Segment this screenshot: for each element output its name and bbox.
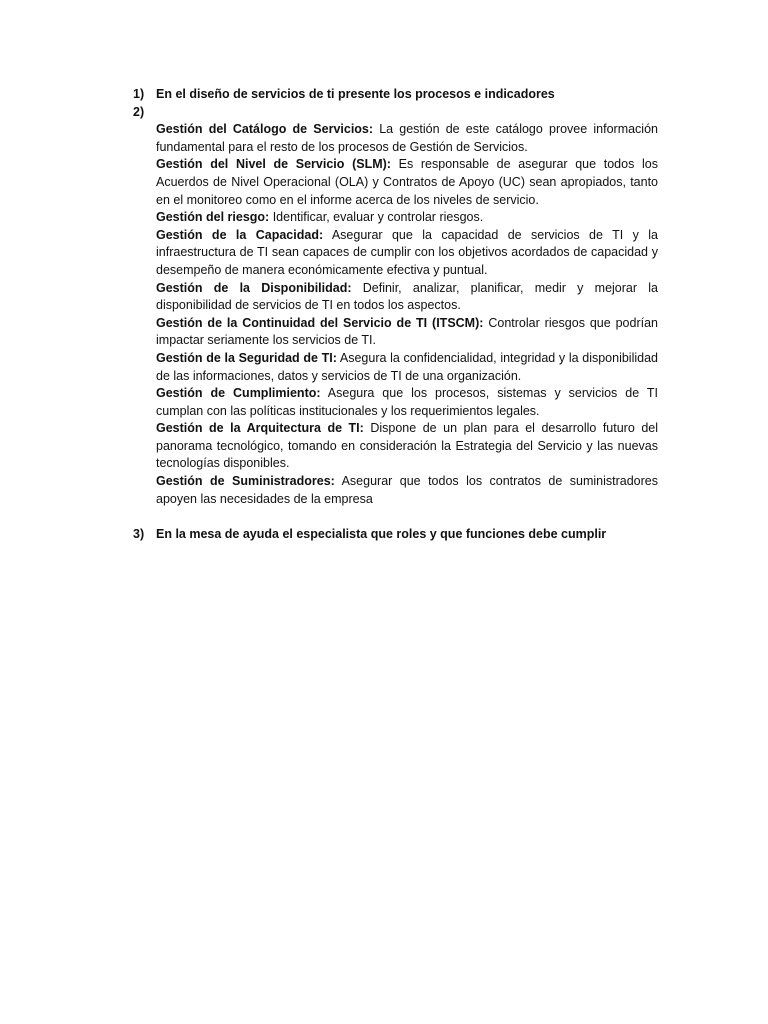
process-term: Gestión del riesgo: (156, 210, 270, 225)
document-content (133, 86, 658, 543)
process-term: Gestión de la Disponibilidad: (156, 280, 352, 295)
process-term: Gestión de la Capacidad: (156, 227, 324, 242)
list-item (156, 385, 658, 420)
question-3 (133, 526, 658, 544)
list-item (156, 350, 658, 385)
process-description: Definir, analizar, planificar, medir y mejorar la disponibilidad de servicios de TI en todos los aspectos. (156, 280, 658, 313)
process-term: Gestión del Nivel de Servicio (SLM): (156, 157, 391, 172)
process-term: Gestión de Suministradores: (156, 474, 335, 489)
process-term: Gestión de la Continuidad del Servicio de TI (ITSCM): (156, 315, 484, 330)
process-description: La gestión de este catálogo provee información fundamental para el resto de los procesos de Gestión de Servicios. (156, 122, 658, 154)
list-item (156, 156, 658, 209)
question-number: 1) (133, 87, 145, 101)
list-item (156, 227, 658, 280)
process-description: Controlar riesgos que podrían impactar seriamente los servicios de TI. (156, 315, 658, 348)
process-description: Asegura que los procesos, sistemas y servicios de TI cumplan con las políticas institucionales y los requerimientos legales. (156, 386, 658, 418)
process-description: Asegurar que todos los contratos de suministradores apoyen las necesidades de la empresa (156, 474, 658, 506)
process-term: Gestión de la Seguridad de TI: (156, 350, 337, 365)
process-description: Identificar, evaluar y controlar riesgos. (269, 210, 484, 225)
process-description: Dispone de un plan para el desarrollo futuro del panorama tecnológico, tomando en consideración la Estrategia del Servicio y las nuevas tecnologías disponibles. (156, 421, 658, 471)
process-description: Asegura la confidencialidad, integridad y la disponibilidad de las informaciones, datos y servicios de TI de una organización. (156, 350, 658, 383)
paragraph-spacer (133, 508, 658, 526)
list-item (156, 209, 658, 227)
list-item (156, 420, 658, 473)
process-term: Gestión de la Arquitectura de TI: (156, 421, 364, 436)
question-number: 2) (133, 104, 145, 119)
list-item (156, 473, 658, 508)
question-1 (133, 86, 658, 104)
process-list (156, 121, 658, 508)
question-number: 3) (133, 526, 145, 541)
process-description: Es responsable de asegurar que todos los Acuerdos de Nivel Operacional (OLA) y Contratos de Apoyo (UC) sean apropiados, tanto en el monitoreo como en el informe acerca de los niveles de servicio. (156, 157, 658, 207)
process-description: Asegurar que la capacidad de servicios de TI y la infraestructura de TI sean capaces de cumplir con los objetivos acordados de capacidad y desempeño de manera económicamente efectiva y puntual. (156, 227, 659, 277)
question-text: En la mesa de ayuda el especialista que roles y que funciones debe cumplir (156, 526, 607, 541)
question-text: En el diseño de servicios de ti presente los procesos e indicadores (156, 87, 555, 101)
process-term: Gestión del Catálogo de Servicios: (156, 122, 374, 137)
question-2 (133, 104, 658, 122)
process-term: Gestión de Cumplimiento: (156, 386, 321, 401)
list-item (156, 280, 658, 315)
list-item (156, 315, 658, 350)
list-item (156, 121, 658, 156)
